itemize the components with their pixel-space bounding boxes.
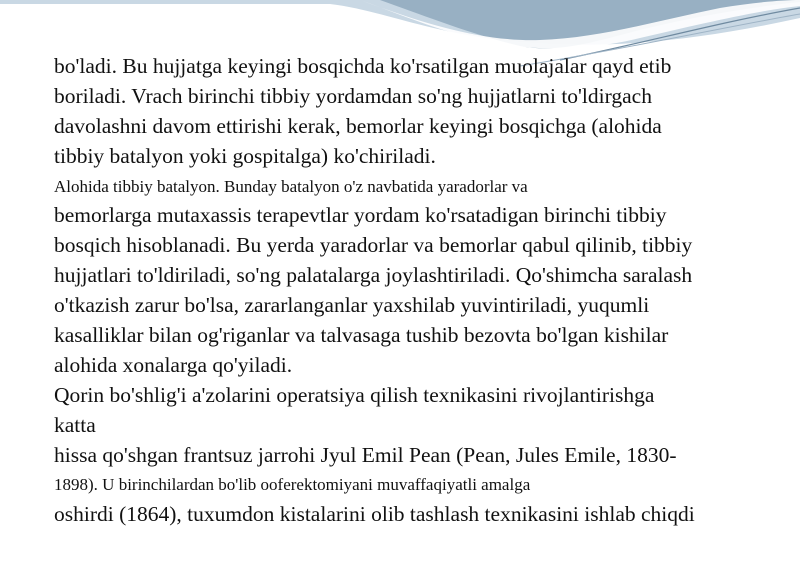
text-line: katta — [54, 412, 96, 437]
text-line: bo'ladi. Bu hujjatga keyingi bosqichda ko'rsatilgan muolajalar qayd etib — [54, 54, 672, 78]
text-line: tibbiy batalyon yoki gospitalga) ko'chiriladi. — [54, 143, 436, 168]
text-line: oshirdi (1864), tuxumdon kistalarini olib tashlash texnikasini ishlab chiqdi — [54, 502, 695, 527]
text-line: Alohida tibbiy batalyon. Bunday batalyon o'z navbatida yaradorlar va — [54, 176, 528, 196]
text-line: Qorin bo'shlig'i a'zolarini operatsiya qilish texnikasini rivojlantirishga — [54, 382, 655, 407]
text-line: o'tkazish zarur bo'lsa, zararlanganlar yaxshilab yuvintiriladi, yuqumli — [54, 293, 650, 318]
body-text — [54, 52, 774, 530]
text-line: bosqich hisoblanadi. Bu yerda yaradorlar va bemorlar qabul qilinib, tibbiy — [54, 233, 693, 258]
text-line: boriladi. Vrach birinchi tibbiy yordamdan so'ng hujjatlarni to'ldirgach — [54, 83, 652, 108]
text-line: kasalliklar bilan og'riganlar va talvasaga tushib bezovta bo'lgan kishilar — [54, 323, 669, 348]
text-line: 1898). U birinchilardan bo'lib ooferektomiyani muvaffaqiyatli amalga — [54, 475, 531, 495]
text-line: bemorlarga mutaxassis terapevtlar yordam ko'rsatadigan birinchi tibbiy — [54, 203, 667, 228]
text-line: hissa qo'shgan frantsuz jarrohi Jyul Emil Pean (Pean, Jules Emile, 1830- — [54, 442, 677, 467]
text-line: hujjatlari to'ldiriladi, so'ng palatalarga joylashtiriladi. Qo'shimcha saralash — [54, 263, 693, 288]
text-line: alohida xonalarga qo'yiladi. — [54, 352, 293, 377]
text-line: davolashni davom ettirishi kerak, bemorlar keyingi bosqichga (alohida — [54, 113, 662, 138]
